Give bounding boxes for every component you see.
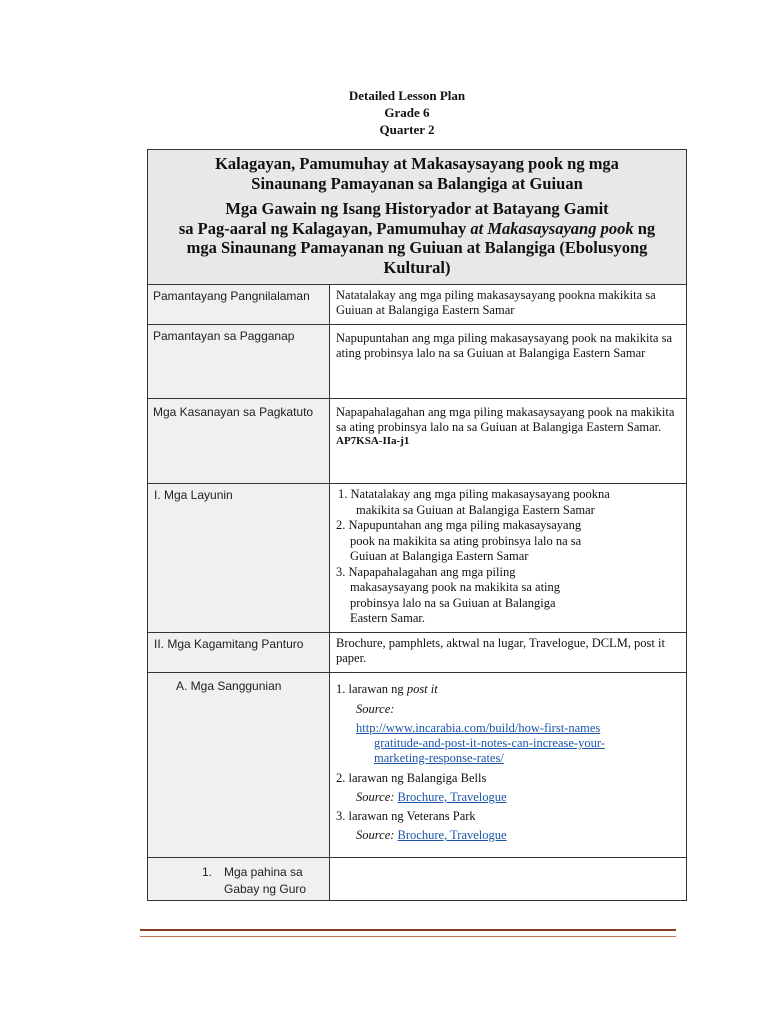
label-sanggunian: A. Mga Sanggunian bbox=[148, 673, 330, 858]
list-item: 3. Napapahalagahan ang mga piling bbox=[336, 564, 516, 579]
source-label: Source: bbox=[356, 702, 395, 716]
objectives-list bbox=[336, 487, 680, 627]
reference-link[interactable]: marketing-response-rates/ bbox=[374, 751, 504, 765]
sub-title: Mga Gawain ng Isang Historyador at Batayang Gamit sa Pag-aaral ng Kalagayan, Pamumuhay at Makasaysayang pook ng mga Sinaunang Pamayanan ng Guiuan at Balangiga (Ebolusyong Kultural) bbox=[178, 199, 656, 277]
list-item: Eastern Samar. bbox=[350, 611, 425, 625]
value-pagganap: Napupuntahan ang mga piling makasaysayang pook na makikita sa ating probinsya lalo na sa Guiuan at Balangiga Eastern Samar bbox=[330, 325, 687, 399]
label-kasanayan: Mga Kasanayan sa Pagkatuto bbox=[148, 399, 330, 484]
source-label: Source: bbox=[356, 828, 395, 842]
list-item: 2. Napupuntahan ang mga piling makasaysayang bbox=[336, 518, 582, 532]
value-sanggunian bbox=[330, 673, 687, 858]
main-title: Kalagayan, Pamumuhay at Makasaysayang pook ng mga Sinaunang Pamayanan sa Balangiga at Guiuan bbox=[215, 154, 619, 193]
value-pahina bbox=[330, 858, 687, 901]
list-item: makikita sa Guiuan at Balangiga Eastern Samar bbox=[356, 502, 595, 517]
row-kasanayan bbox=[148, 399, 687, 484]
row-kagamitan bbox=[148, 633, 687, 673]
value-pangnilalaman: Natatalakay ang mga piling makasaysayang pookna makikita sa Guiuan at Balangiga Eastern Samar bbox=[330, 285, 687, 325]
competency-code: AP7KSA-IIa-j1 bbox=[336, 435, 410, 447]
list-item: pook na makikita sa ating probinsya lalo na sa bbox=[350, 533, 582, 548]
label-pagganap: Pamantayan sa Pagganap bbox=[148, 325, 330, 399]
list-item: probinsya lalo na sa Guiuan at Balangiga bbox=[350, 595, 556, 610]
label-layunin: I. Mga Layunin bbox=[148, 484, 330, 633]
footer-divider bbox=[140, 929, 676, 937]
row-pangnilalaman bbox=[148, 285, 687, 325]
row-pagganap bbox=[148, 325, 687, 399]
row-pahina bbox=[148, 858, 687, 901]
reference-link[interactable]: http://www.incarabia.com/build/how-first-names bbox=[356, 721, 601, 735]
header-title: Detailed Lesson Plan bbox=[348, 88, 466, 103]
reference-2: 2. larawan ng Balangiga Bells bbox=[336, 771, 487, 785]
list-item: 1. Natatalakay ang mga piling makasaysayang pookna bbox=[338, 487, 610, 501]
row-layunin bbox=[148, 484, 687, 633]
title-cell bbox=[148, 150, 687, 285]
header-grade: Grade 6 bbox=[384, 105, 430, 120]
header-quarter: Quarter 2 bbox=[379, 122, 435, 137]
list-item: makasaysayang pook na makikita sa ating bbox=[350, 580, 561, 594]
lesson-plan-table bbox=[147, 149, 687, 901]
reference-1: 1. larawan ng post it bbox=[336, 682, 438, 696]
reference-link[interactable]: Brochure, Travelogue bbox=[397, 828, 507, 842]
document-header bbox=[0, 87, 768, 138]
reference-link[interactable]: gratitude-and-post-it-notes-can-increase-your- bbox=[374, 736, 605, 750]
value-kagamitan: Brochure, pamphlets, aktwal na lugar, Travelogue, DCLM, post it paper. bbox=[330, 633, 687, 673]
label-pahina: 1. Mga pahina sa Gabay ng Guro bbox=[148, 858, 330, 901]
label-kagamitan: II. Mga Kagamitang Panturo bbox=[148, 633, 330, 673]
list-item: Guiuan at Balangiga Eastern Samar bbox=[350, 549, 529, 563]
source-label: Source: bbox=[356, 790, 395, 804]
reference-3: 3. larawan ng Veterans Park bbox=[336, 809, 476, 823]
value-kasanayan: Napapahalagahan ang mga piling makasaysayang pook na makikita sa ating probinsya lalo na sa Guiuan at Balangiga Eastern Samar. AP7KSA-IIa-j1 bbox=[330, 399, 687, 484]
value-layunin bbox=[330, 484, 687, 633]
reference-link[interactable]: Brochure, Travelogue bbox=[397, 790, 507, 804]
label-pangnilalaman: Pamantayang Pangnilalaman bbox=[148, 285, 330, 325]
row-sanggunian bbox=[148, 673, 687, 858]
